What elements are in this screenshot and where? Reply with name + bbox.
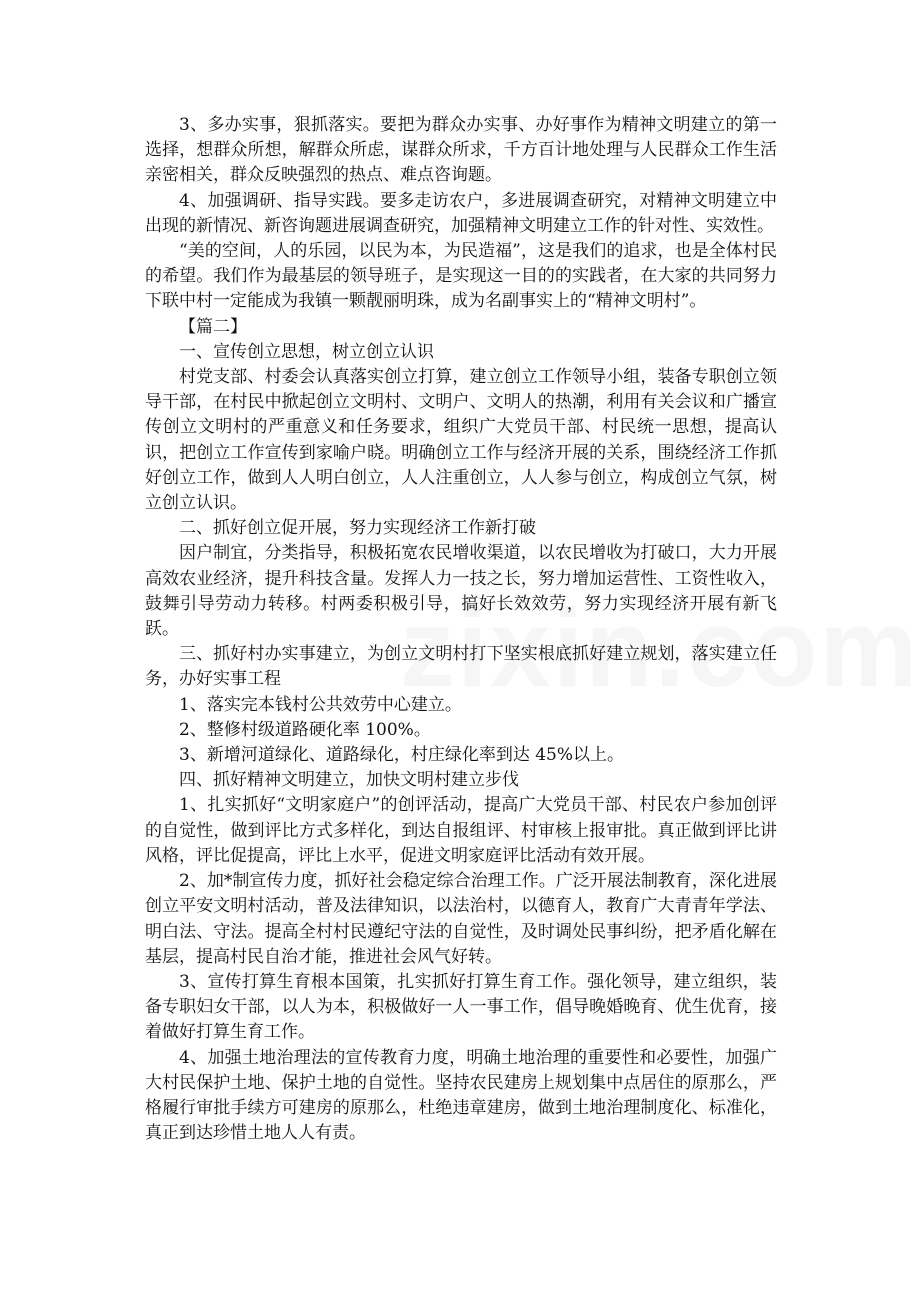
section-heading-1: 一、宣传创立思想，树立创立认识 [179, 341, 434, 362]
document-body [145, 113, 777, 1146]
paragraph-legal-education: 2、加*制宣传力度，抓好社会稳定综合治理工作。广泛开展法制教育，深化进展创立平安文明村活动，普及法律知识，以法治村，以德育人，教育广大青青年学法、明白法、守法。提高全村村民遵纪守法的自觉性，及时调处民事纠纷，把矛盾化解在基层，提高村民自治才能，推进社会风气好转。 [145, 871, 777, 967]
paragraph-family-planning: 3、宣传打算生育根本国策，扎实抓好打算生育工作。强化领导，建立组织，装备专职妇女干部，以人为本，积极做好一人一事工作，倡导晚婚晚育、优生优育，接着做好打算生育工作。 [145, 971, 777, 1043]
list-item-service-center: 1、落实完本钱村公共效劳中心建立。 [179, 694, 462, 715]
section-heading-part-two: 【篇二】 [179, 316, 247, 337]
paragraph-propaganda: 村党支部、村委会认真落实创立打算，建立创立工作领导小组，装备专职创立领导干部，在村民中掀起创立文明村、文明户、文明人的热潮，利用有关会议和广播宣传创立文明村的严重意义和任务要求，组织广大党员干部、村民统一思想，提高认识，把创立工作宣传到家喻户晓。明确创立工作与经济开展的关系，围绕经济工作抓好创立工作，做到人人明白创立，人人注重创立，人人参与创立，构成创立气氛，树立创立认识。 [145, 367, 777, 514]
paragraph-village-vision: “美的空间，人的乐园，以民为本，为民造福”，这是我们的追求，也是全体村民的希望。我们作为最基层的领导班子，是实现这一目的的实践者，在大家的共同努力下联中村一定能成为我镇一颗靓丽明珠，成为名副事实上的“精神文明村”。 [145, 241, 777, 312]
section-heading-2: 二、抓好创立促开展，努力实现经济工作新打破 [179, 518, 536, 539]
list-item-greening: 3、新增河道绿化、道路绿化，村庄绿化率到达 45%以上。 [179, 745, 625, 766]
paragraph-civilized-family: 1、扎实抓好“文明家庭户”的创评活动，提高广大党员干部、村民农户参加创评的自觉性，做到评比方式多样化，到达自报组评、村审核上报审批。真正做到评比讲风格，评比促提高，评比上水平，促进文明家庭评比活动有效开展。 [145, 795, 777, 866]
paragraph-item4-research: 4、加强调研、指导实践。要多走访农户，多进展调查研究，对精神文明建立中出现的新情况、新咨询题进展调查研究，加强精神文明建立工作的针对性、实效性。 [145, 190, 777, 236]
paragraph-item3-practical-work: 3、多办实事，狠抓落实。要把为群众办实事、办好事作为精神文明建立的第一选择，想群众所想，解群众所虑，谋群众所求，千方百计地处理与人民群众工作生活亲密相关，群众反映强烈的热点、难点咨询题。 [145, 115, 777, 186]
section-heading-4: 四、抓好精神文明建立，加快文明村建立步伐 [179, 770, 519, 791]
paragraph-economy: 因户制宜，分类指导，积极拓宽农民增收渠道，以农民增收为打破口，大力开展高效农业经济，提升科技含量。发挥人力一技之长，努力增加运营性、工资性收入，鼓舞引导劳动力转移。村两委积极引导，搞好长效效劳，努力实现经济开展有新飞跃。 [145, 543, 777, 640]
section-heading-3: 三、抓好村办实事建立，为创立文明村打下坚实根底抓好建立规划，落实建立任务，办好实事工程 [145, 644, 777, 690]
paragraph-land-management: 4、加强土地治理法的宣传教育力度，明确土地治理的重要性和必要性，加强广大村民保护土地、保护土地的自觉性。坚持农民建房上规划集中点居住的原那么，严格履行审批手续方可建房的原那么，杜绝违章建房，做到土地治理制度化、标准化，真正到达珍惜土地人人有责。 [145, 1047, 777, 1144]
list-item-road: 2、整修村级道路硬化率 100%。 [179, 719, 431, 740]
